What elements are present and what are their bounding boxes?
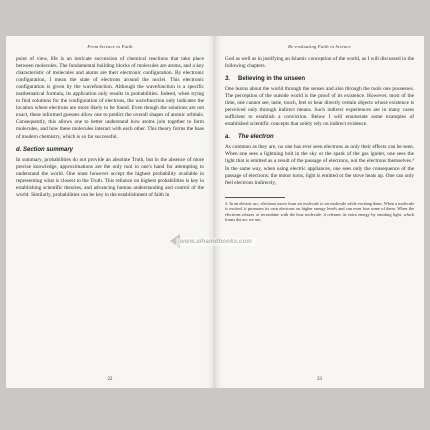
right-page-number: 23 [317, 377, 322, 382]
footnote-3: 3. In an electric arc, electrons move from air molecule to air molecule while exciting them. When a molecule is excited, it promotes its own electrons on higher energy levels and can even lose some of them. When the electrons relaxes or recombine with the host molecule, it releases its extra energy by emitting light, which forms the arc we see. [225, 200, 414, 223]
right-running-head: Re-evaluating Faith in Science [288, 44, 351, 49]
left-paragraph-2: In summary, probabilities do not provide an absolute Truth, but in the absence of more precise knowledge, approximations are the only tool in one's hand for attempting to understand the world. One must however accept the highest probability available in representing what is closest to the Truth. This reliance on highest probabilities is key in establishing scientific theories, and advancing human understanding and control of the world. Similarly, probabilities can be key in the establishment of faith in [16, 156, 204, 198]
right-paragraph-2: One learns about the world through the senses and also through the tools one possesses. The perception of the outside world is the proof of its existence. However, most of the time, one cannot see, taste, touch, feel or hear directly certain objects whose existence is perceived only through indirect means. Such indirect experiences are in many cases sufficient to establish a conviction. Below I will enumerate some examples of established scientific concepts that solely rely on indirect evidence. [225, 86, 414, 128]
section-number: 3. [225, 76, 231, 83]
right-paragraph-3: As common as they are, no one has ever seen electrons as only their effects can be seen. When one sees a lightning bolt in the sky or the spark of the gas igniter, one sees the light that is emitted as a result of the passage of electrons, not the electrons themselves.³ In the same way, when using electric appliances, one sees only the consequence of the passage of electrons: the motor turns, light is emitted or the stove heats up. One can only feel electrons indirectly, [225, 144, 414, 186]
watermark-text: www.alhamdbooks.com [176, 238, 256, 246]
subsection-title: The electron [238, 134, 274, 141]
book-spread [6, 36, 424, 388]
left-section-heading: d. Section summary [16, 146, 74, 153]
left-page-number: 22 [107, 377, 113, 382]
left-paragraph-1: point of view, life is an intricate succession of chemical reactions that take place between molecules. The fundamental building blocks of molecules are atoms, and a key characteristic of molecules and atoms are their electronic configuration. By electronic configuration, I mean the state of electrons around the nuclei. This electronic configuration is given by the wavefunction. Although the wavefunction is a specific mathematical formula, its application only results in probabilities. Indeed, when trying to find solutions for the configuration of electrons, the wavefunction only indicates the location where electrons are more likely to be found. Even though the solutions are not exact, these informed guesses allow one to predict the overall shapes of atomic orbitals. Consequently, this allows one to better understand how atoms join together to form molecules, and how these molecules interact with each other. This theory forms the base of modern chemistry, which is so far successful. [16, 56, 204, 140]
subsection-letter: a. [225, 134, 231, 141]
section-title: Believing in the unseen [238, 76, 306, 83]
left-page [6, 36, 215, 388]
right-page [215, 36, 424, 388]
left-running-head: From Science to Faith [87, 44, 133, 49]
footnote-divider [225, 197, 285, 198]
right-paragraph-1: God as well as in justifying an Islamic conception of the world, as I will discussed in the following chapters. [225, 56, 414, 70]
right-subsection-heading [225, 134, 414, 140]
right-section-heading [225, 76, 414, 82]
